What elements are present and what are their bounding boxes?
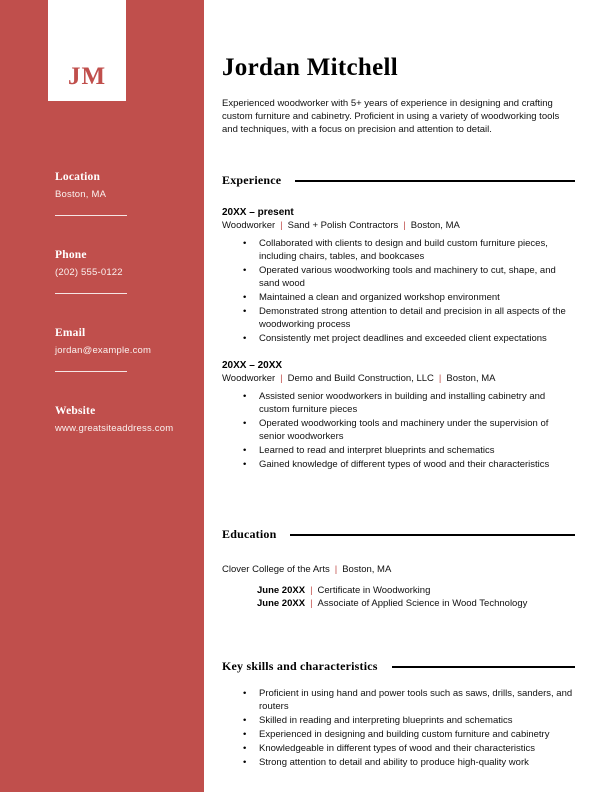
bullet-icon: • [243, 390, 247, 402]
bullet-item [222, 444, 575, 457]
person-name: Jordan Mitchell [222, 54, 399, 81]
education-entry [222, 597, 575, 610]
section-rule [392, 666, 575, 668]
school-name: Clover College of the Arts [222, 563, 330, 575]
pipe-separator: | [403, 219, 406, 231]
bullet-text: Operated woodworking tools and machinery under the supervision of senior woodworkers [259, 417, 549, 442]
bullet-text: Collaborated with clients to design and build custom furniture pieces, including chairs, tables, and bookcases [259, 237, 548, 262]
job-title-line [222, 373, 575, 384]
bullet-item [222, 714, 575, 727]
location-label: Location [55, 171, 101, 183]
bullet-text: Maintained a clean and organized workshop environment [259, 291, 500, 303]
bullet-icon: • [243, 729, 247, 741]
skills-bullet-list [222, 687, 575, 769]
education-section-header [222, 527, 575, 542]
summary-paragraph: Experienced woodworker with 5+ years of experience in designing and crafting custom furniture and cabinetry. Proficient in using a variety of woodworking tools and techniques, with a focus on precision and attention to detail. [222, 97, 560, 135]
sidebar-divider [55, 371, 127, 372]
education-degree: Associate of Applied Science in Wood Technology [317, 598, 528, 610]
bullet-icon: • [243, 444, 247, 456]
sidebar-section-phone [55, 249, 180, 294]
education-title: Education [222, 526, 277, 541]
bullet-icon: • [243, 237, 247, 249]
experience-title: Experience [222, 172, 282, 187]
education-date: June 20XX [257, 598, 306, 610]
job-location: Boston, MA [410, 219, 460, 231]
job-role: Woodworker [222, 219, 276, 231]
sidebar-section-location [55, 171, 180, 216]
bullet-text: Skilled in reading and interpreting blueprints and schematics [259, 715, 513, 727]
sidebar-contact-info [55, 171, 180, 434]
education-entries [222, 584, 575, 611]
main-column [222, 0, 575, 770]
job-dates: 20XX – present [222, 206, 294, 218]
bullet-item [222, 291, 575, 304]
location-value: Boston, MA [55, 189, 107, 200]
job-location: Boston, MA [446, 372, 496, 384]
bullet-item [222, 390, 575, 416]
bullet-text: Strong attention to detail and ability to produce high-quality work [259, 757, 529, 769]
pipe-separator: | [310, 598, 313, 610]
skills-section-header [222, 659, 575, 674]
pipe-separator: | [280, 219, 283, 231]
monogram-box [48, 0, 126, 101]
job-entry-1 [222, 207, 575, 345]
monogram-initials: JM [67, 63, 107, 90]
school-location: Boston, MA [342, 563, 392, 575]
bullet-text: Assisted senior woodworkers in building and installing cabinetry and custom furniture pieces [259, 390, 546, 415]
bullet-text: Demonstrated strong attention to detail and precision in all aspects of the woodworking process [259, 305, 566, 330]
bullet-icon: • [243, 332, 247, 344]
sidebar-section-email [55, 327, 180, 372]
bullet-text: Gained knowledge of different types of wood and their characteristics [259, 458, 550, 470]
bullet-icon: • [243, 688, 247, 700]
bullet-text: Proficient in using hand and power tools such as saws, drills, sanders, and routers [259, 688, 573, 713]
website-value: www.greatsiteaddress.com [55, 423, 174, 434]
bullet-item [222, 756, 575, 769]
bullet-icon: • [243, 743, 247, 755]
bullet-text: Experienced in designing and building custom furniture and cabinetry [259, 729, 550, 741]
sidebar-divider [55, 215, 127, 216]
bullet-icon: • [243, 264, 247, 276]
bullet-text: Operated various woodworking tools and machinery to cut, shape, and sand wood [259, 264, 556, 289]
pipe-separator: | [280, 372, 283, 384]
skills-title: Key skills and characteristics [222, 659, 378, 674]
job-entry-2 [222, 360, 575, 471]
bullet-item [222, 687, 575, 713]
bullet-item [222, 458, 575, 471]
bullet-item [222, 264, 575, 290]
sidebar [0, 0, 204, 792]
phone-label: Phone [55, 249, 87, 261]
pipe-separator: | [334, 563, 338, 575]
bullet-text: Knowledgeable in different types of wood and their characteristics [259, 743, 536, 755]
section-rule [295, 180, 575, 182]
education-degree: Certificate in Woodworking [317, 584, 431, 596]
pipe-separator: | [310, 584, 313, 596]
job-role: Woodworker [222, 372, 276, 384]
phone-value: (202) 555-0122 [55, 267, 123, 278]
bullet-item [222, 728, 575, 741]
pipe-separator: | [438, 372, 442, 384]
sidebar-section-website [55, 405, 180, 434]
bullet-icon: • [243, 715, 247, 727]
education-date: June 20XX [257, 584, 306, 596]
job-dates: 20XX – 20XX [222, 359, 283, 371]
bullet-icon: • [243, 458, 247, 470]
education-entry [222, 584, 575, 597]
school-line [222, 564, 575, 575]
sidebar-divider [55, 293, 127, 294]
bullet-item [222, 332, 575, 345]
job-company: Demo and Build Construction, LLC [287, 372, 434, 384]
bullet-item [222, 305, 575, 331]
bullet-item [222, 742, 575, 755]
job-bullet-list [222, 390, 575, 471]
website-label: Website [55, 405, 96, 417]
bullet-icon: • [243, 305, 247, 317]
bullet-text: Learned to read and interpret blueprints and schematics [259, 444, 495, 456]
bullet-item [222, 237, 575, 263]
job-title-line [222, 220, 575, 231]
bullet-text: Consistently met project deadlines and exceeded client expectations [259, 332, 547, 344]
section-rule [290, 534, 575, 536]
job-bullet-list [222, 237, 575, 345]
job-company: Sand + Polish Contractors [287, 219, 399, 231]
bullet-icon: • [243, 757, 247, 769]
bullet-icon: • [243, 291, 247, 303]
email-label: Email [55, 327, 86, 339]
bullet-icon: • [243, 417, 247, 429]
experience-section-header [222, 173, 575, 188]
bullet-item [222, 417, 575, 443]
email-value: jordan@example.com [55, 345, 152, 356]
